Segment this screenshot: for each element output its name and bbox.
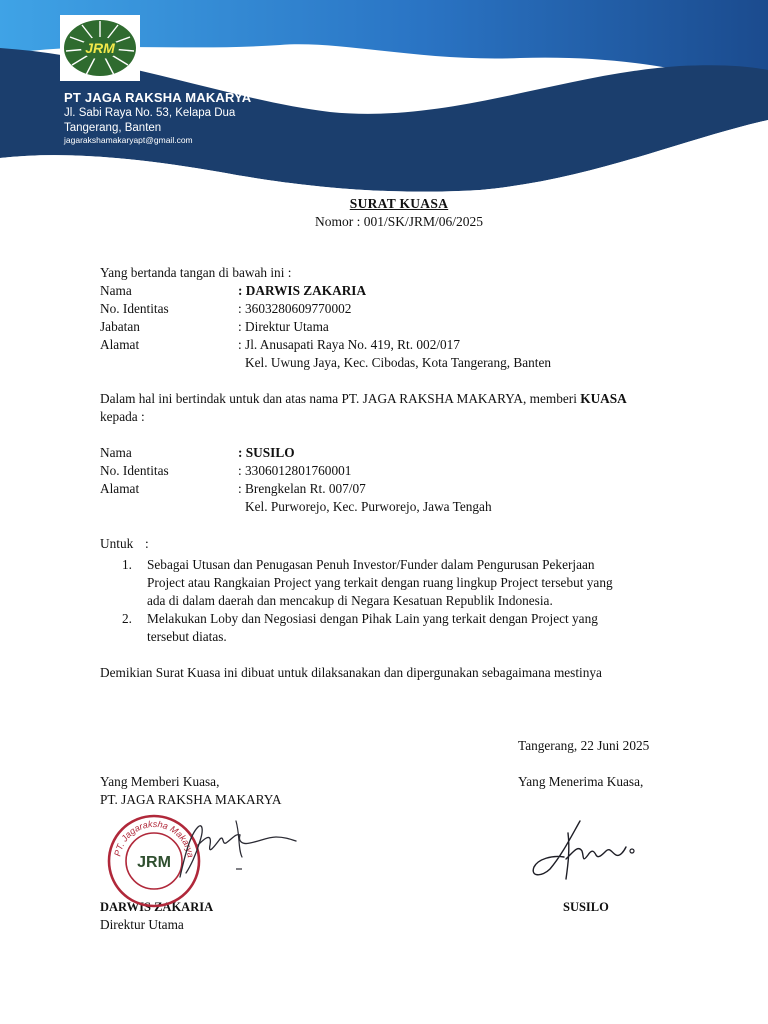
closing-text: Demikian Surat Kuasa ini dibuat untuk dilaksanakan dan dipergunakan sebagaimana mestinya — [100, 665, 602, 680]
grantor-caption: Yang Memberi Kuasa, — [100, 774, 220, 789]
logo-text: JRM — [85, 40, 115, 56]
statement-line1 — [100, 391, 627, 407]
grantor-company: PT. JAGA RAKSHA MAKARYA — [100, 792, 282, 807]
grantor-signature-name: DARWIS ZAKARIA — [100, 900, 214, 914]
grantee-address-label: Alamat — [100, 481, 140, 496]
grantor-name-value: : DARWIS ZAKARIA — [238, 283, 367, 298]
item-number: 2. — [122, 611, 132, 626]
document-number: Nomor : 001/SK/JRM/06/2025 — [314, 214, 484, 229]
company-email: jagarakshamakaryapt@gmail.com — [64, 135, 193, 145]
grantor-position-label: Jabatan — [100, 319, 140, 334]
grantor-name-label: Nama — [100, 283, 132, 298]
intro-text: Yang bertanda tangan di bawah ini : — [100, 265, 292, 280]
grantor-address-line2: Kel. Uwung Jaya, Kec. Cibodas, Kota Tangerang, Banten — [245, 355, 552, 370]
grantee-caption: Yang Menerima Kuasa, — [518, 774, 644, 789]
grantee-address-line1: : Brengkelan Rt. 007/07 — [238, 481, 366, 496]
grantee-address-line2: Kel. Purworejo, Kec. Purworejo, Jawa Tengah — [245, 499, 492, 514]
purpose-colon: : — [145, 536, 149, 551]
item-line: Melakukan Loby dan Negosiasi dengan Pihak Lain yang terkait dengan Project yang — [147, 611, 598, 626]
item-line: ada di dalam daerah dan mencakup di Negara Kesatuan Republik Indonesia. — [147, 593, 553, 608]
place-date: Tangerang, 22 Juni 2025 — [518, 738, 650, 753]
grantor-id-label: No. Identitas — [100, 301, 169, 316]
grantor-address-label: Alamat — [100, 337, 140, 352]
grantee-id-label: No. Identitas — [100, 463, 169, 478]
grantor-signature-title: Direktur Utama — [100, 917, 184, 932]
stamp-center-text: JRM — [137, 854, 171, 871]
grantor-id-value: : 3603280609770002 — [238, 301, 352, 316]
item-line: tersebut diatas. — [147, 629, 227, 644]
purpose-label: Untuk — [100, 536, 134, 551]
company-address-line2: Tangerang, Banten — [64, 121, 162, 134]
grantee-name-value: : SUSILO — [238, 445, 295, 460]
item-line: Project atau Rangkaian Project yang terkait dengan ruang lingkup Project tersebut yang — [147, 575, 613, 590]
statement-text: Dalam hal ini bertindak untuk dan atas nama PT. JAGA RAKSHA MAKARYA, memberi — [100, 391, 581, 406]
item-line: Sebagai Utusan dan Penugasan Penuh Investor/Funder dalam Pengurusan Pekerjaan — [147, 557, 595, 572]
company-info — [64, 90, 251, 146]
statement-kuasa: KUASA — [580, 391, 627, 406]
item-number: 1. — [122, 557, 132, 572]
company-address-line1: Jl. Sabi Raya No. 53, Kelapa Dua — [64, 107, 236, 119]
grantee-signature-name: SUSILO — [563, 900, 609, 914]
company-logo — [60, 15, 140, 81]
statement-line2: kepada : — [100, 409, 145, 424]
document-title: SURAT KUASA — [349, 196, 449, 211]
grantee-id-value: : 3306012801760001 — [238, 463, 352, 478]
grantor-signature — [150, 815, 300, 885]
grantor-address-line1: : Jl. Anusapati Raya No. 419, Rt. 002/017 — [238, 337, 460, 352]
grantee-signature — [520, 815, 650, 885]
stamp-ring-text: PT. Jagaraksha Makarya — [112, 818, 196, 859]
grantee-name-label: Nama — [100, 445, 132, 460]
grantor-position-value: : Direktur Utama — [238, 319, 329, 334]
company-name: PT JAGA RAKSHA MAKARYA — [64, 90, 252, 105]
